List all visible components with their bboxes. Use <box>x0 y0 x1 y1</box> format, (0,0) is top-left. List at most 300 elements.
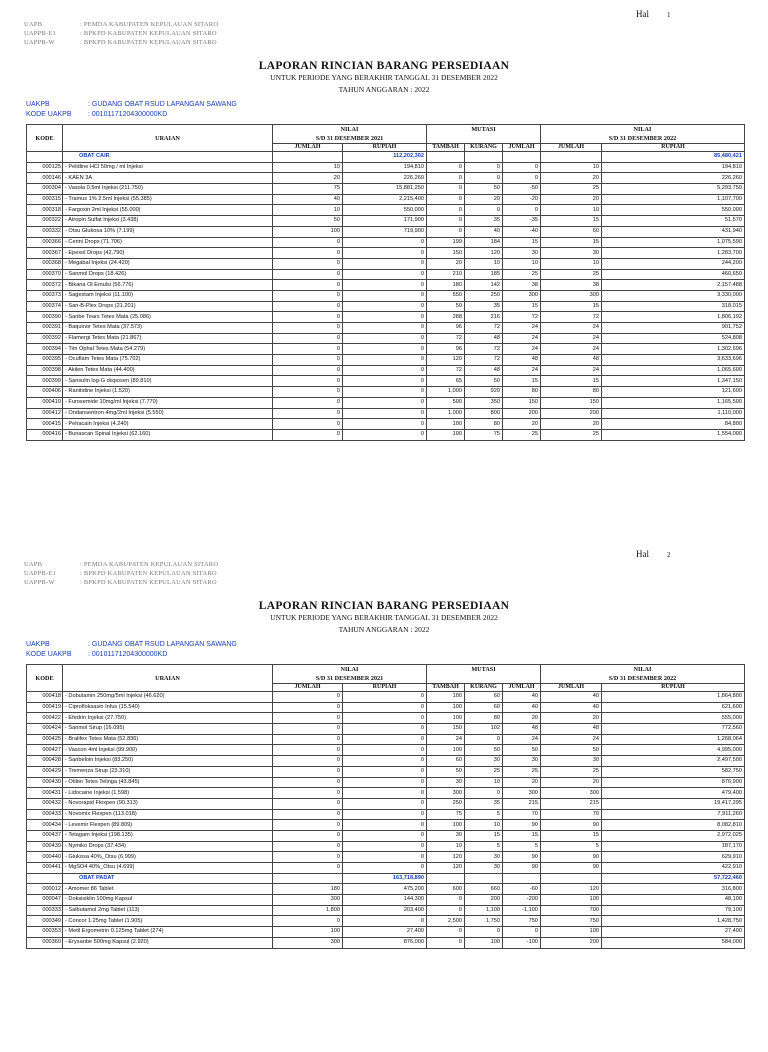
cell-kurang: 40 <box>465 226 503 237</box>
cell-jumlah-mutasi: 25 <box>503 766 541 777</box>
header-tambah: TAMBAH <box>427 144 465 152</box>
cell-kurang: 120 <box>465 248 503 259</box>
cell-rupiah-2022: 1,283,700 <box>602 248 745 259</box>
cell-jumlah-2021: 0 <box>273 258 343 269</box>
cell-jumlah-2021: 300 <box>273 895 343 906</box>
cell-jumlah-mutasi: -50 <box>503 184 541 195</box>
table-row <box>27 173 745 184</box>
report-year: TAHUN ANGGARAN : 2022 <box>338 85 430 94</box>
org-line <box>24 578 218 587</box>
cell-uraian: - Otsu Glukosa 10% (7.199) <box>63 226 273 237</box>
header-nilai-2021 <box>273 665 427 684</box>
header-jumlah-2022: JUMLAH <box>541 684 602 692</box>
cell-jumlah-2022: 300 <box>541 788 602 799</box>
org-label: UAPPB-E1 <box>24 30 56 37</box>
cell-tambah: 10 <box>427 841 465 852</box>
cell-kurang: 80 <box>465 419 503 430</box>
cell-jumlah-2021: 0 <box>273 756 343 767</box>
table-row <box>27 429 745 440</box>
cell-uraian: - KAEN 3A <box>63 173 273 184</box>
cell-rupiah-2021: 876,000 <box>343 937 427 948</box>
table-row <box>27 724 745 735</box>
table-row <box>27 937 745 948</box>
header-jumlah-2022: JUMLAH <box>541 144 602 152</box>
cell-rupiah-2022: 2,497,500 <box>602 756 745 767</box>
cell-jumlah-2021: 180 <box>273 884 343 895</box>
cell-jumlah-mutasi: -1,100 <box>503 905 541 916</box>
header-kurang: KURANG <box>465 684 503 692</box>
cell-jumlah-mutasi: 150 <box>503 397 541 408</box>
cell-tambah: 50 <box>427 301 465 312</box>
table-row <box>27 820 745 831</box>
cell-tambah: 75 <box>427 809 465 820</box>
cell-kode: 000366 <box>27 237 63 248</box>
cell-jumlah-mutasi: 24 <box>503 344 541 355</box>
cell-uraian: - Tramus 1% 2.5ml Injeksi (55.385) <box>63 194 273 205</box>
cell-rupiah-2022: 1,302,696 <box>602 344 745 355</box>
cell-tambah: 60 <box>427 756 465 767</box>
cell-rupiah-2022: 1,165,500 <box>602 397 745 408</box>
header-jumlah-2021: JUMLAH <box>273 684 343 692</box>
table-row <box>27 323 745 334</box>
cell-rupiah-2022: 244,200 <box>602 258 745 269</box>
header-tambah: TAMBAH <box>427 684 465 692</box>
cell-jumlah-mutasi: 0 <box>503 205 541 216</box>
cell-rupiah-2021: 194,810 <box>343 162 427 173</box>
cell-uraian: - Furosemide 10mg/ml Injeksi (7.770) <box>63 397 273 408</box>
cell-jumlah-2022: 200 <box>541 937 602 948</box>
cell-rupiah-2021: 719,900 <box>343 226 427 237</box>
cell-rupiah-2022: 194,810 <box>602 162 745 173</box>
cell-uraian: - Sanmol Sirup (16.095) <box>63 724 273 735</box>
cell-jumlah-2021: 0 <box>273 852 343 863</box>
cell-jumlah-mutasi: -100 <box>503 937 541 948</box>
cell-jumlah-mutasi: -40 <box>503 226 541 237</box>
cell-uraian: - Sanbeloin Injeksi (83.250) <box>63 756 273 767</box>
cell-jumlah-mutasi: 215 <box>503 798 541 809</box>
cell-jumlah-2021: 0 <box>273 376 343 387</box>
cell-tambah: 0 <box>427 205 465 216</box>
cell-rupiah-2021: 0 <box>343 713 427 724</box>
cell-rupiah-2022: 1,428,750 <box>602 916 745 927</box>
cell-jumlah-2021: 0 <box>273 312 343 323</box>
table-row <box>27 734 745 745</box>
cell-tambah: 30 <box>427 830 465 841</box>
org-label: UAPPB-W <box>24 39 55 46</box>
cell-jumlah-mutasi: 24 <box>503 734 541 745</box>
cell-rupiah-2021: 0 <box>343 820 427 831</box>
table-row <box>27 713 745 724</box>
cell-jumlah-2022: 24 <box>541 365 602 376</box>
header-nilai-2022-label: NILAI <box>633 666 652 673</box>
header-kurang: KURANG <box>465 144 503 152</box>
table-row <box>27 365 745 376</box>
cell-kode <box>27 873 63 884</box>
cell-jumlah-2022: 750 <box>541 916 602 927</box>
cell-jumlah-mutasi: 750 <box>503 916 541 927</box>
cell-uraian: - Bralifex Tetes Mata (52.836) <box>63 734 273 745</box>
cell-jumlah-2022: 48 <box>541 724 602 735</box>
cell-kode: 000374 <box>27 301 63 312</box>
cell-jumlah-2021: 20 <box>273 173 343 184</box>
cell-tambah: 210 <box>427 269 465 280</box>
cell-kurang: 5 <box>465 809 503 820</box>
header-rupiah-2022: RUPIAH <box>602 144 745 152</box>
report-subtitle: UNTUK PERIODE YANG BERAKHIR TANGGAL 31 DESEMBER 2022 <box>270 613 498 622</box>
cell-uraian: - Lidocaine Injeksi (1.598) <box>63 788 273 799</box>
cell-rupiah-2022: 51,570 <box>602 216 745 227</box>
cell-tambah: 24 <box>427 734 465 745</box>
cell-kurang: 48 <box>465 365 503 376</box>
cell-rupiah-2021: 0 <box>343 798 427 809</box>
cell-uraian: - Dobutamin 250mg/5ml Injeksi (46.620) <box>63 692 273 703</box>
cell-jumlah-mutasi: 40 <box>503 692 541 703</box>
cell-jumlah-mutasi <box>503 873 541 884</box>
cell-jumlah-mutasi: -35 <box>503 216 541 227</box>
cell-jumlah-mutasi: 5 <box>503 841 541 852</box>
cell-kode: 000392 <box>27 333 63 344</box>
cell-rupiah-2022: 27,400 <box>602 927 745 938</box>
table-row <box>27 280 745 291</box>
cell-jumlah-mutasi: 38 <box>503 280 541 291</box>
cell-tambah: 100 <box>427 429 465 440</box>
header-uraian: URAIAN <box>63 665 273 692</box>
cell-tambah: 0 <box>427 162 465 173</box>
cell-jumlah-2022: 24 <box>541 323 602 334</box>
org-value: : BPKPD KABUPATEN KEPULAUAN SITARO <box>80 39 217 46</box>
cell-jumlah-2021: 0 <box>273 344 343 355</box>
cell-kode: 000360 <box>27 937 63 948</box>
cell-jumlah-2022: 90 <box>541 820 602 831</box>
cell-jumlah-2021: 0 <box>273 408 343 419</box>
org-label: UAPPB-E1 <box>24 570 56 577</box>
cell-tambah: 150 <box>427 248 465 259</box>
cell-kurang: 100 <box>465 937 503 948</box>
cell-jumlah-2021: 0 <box>273 777 343 788</box>
cell-jumlah-mutasi: 300 <box>503 788 541 799</box>
cell-rupiah-2022: 1,806,192 <box>602 312 745 323</box>
cell-tambah: 96 <box>427 344 465 355</box>
cell-rupiah-2022: 48,100 <box>602 895 745 906</box>
cell-rupiah-2021: 0 <box>343 376 427 387</box>
cell-rupiah-2021: 0 <box>343 397 427 408</box>
cell-jumlah-2022: 80 <box>541 387 602 398</box>
cell-rupiah-2021: 0 <box>343 280 427 291</box>
cell-kurang: 60 <box>465 702 503 713</box>
cell-kurang: 1,100 <box>465 905 503 916</box>
cell-kode: 000304 <box>27 184 63 195</box>
cell-rupiah-2022: 555,000 <box>602 713 745 724</box>
cell-kurang: 250 <box>465 290 503 301</box>
cell-jumlah-2021: 10 <box>273 162 343 173</box>
cell-kode: 000422 <box>27 713 63 724</box>
cell-rupiah-2021: 0 <box>343 724 427 735</box>
cell-kode: 000434 <box>27 820 63 831</box>
cell-tambah: 180 <box>427 280 465 291</box>
report-subtitle: UNTUK PERIODE YANG BERAKHIR TANGGAL 31 DESEMBER 2022 <box>270 73 498 82</box>
cell-jumlah-2022 <box>541 873 602 884</box>
cell-tambah: 100 <box>427 702 465 713</box>
cell-tambah: 100 <box>427 745 465 756</box>
cell-jumlah-2021: 10 <box>273 205 343 216</box>
table-row <box>27 258 745 269</box>
cell-jumlah-mutasi: 90 <box>503 863 541 874</box>
cell-uraian: - Levemir Flexpen (89.809) <box>63 820 273 831</box>
report-title: LAPORAN RINCIAN BARANG PERSEDIAAN <box>258 600 510 612</box>
cell-rupiah-2022: 3,633,696 <box>602 355 745 366</box>
cell-tambah: 0 <box>427 937 465 948</box>
cell-kurang: 185 <box>465 269 503 280</box>
header-nilai-2022-date: S/D 31 DESEMBER 2022 <box>608 135 677 142</box>
cell-kode: 000390 <box>27 312 63 323</box>
cell-kode: 000431 <box>27 788 63 799</box>
cell-jumlah-2022: 40 <box>541 692 602 703</box>
page-number <box>636 549 671 559</box>
cell-tambah: 100 <box>427 713 465 724</box>
table-row <box>27 777 745 788</box>
cell-jumlah-mutasi: 80 <box>503 387 541 398</box>
cell-rupiah-2021: 0 <box>343 248 427 259</box>
cell-uraian: - Nymiko Drops (37.434) <box>63 841 273 852</box>
cell-tambah: 72 <box>427 333 465 344</box>
cell-tambah: 250 <box>427 798 465 809</box>
cell-uraian: - Fargoxin 2ml Injeksi (55.000) <box>63 205 273 216</box>
cell-uraian: - Doksisiklin 100mg Kapsul <box>63 895 273 906</box>
cell-jumlah-mutasi: 48 <box>503 724 541 735</box>
cell-kode: 000412 <box>27 408 63 419</box>
cell-kurang: 1,750 <box>465 916 503 927</box>
cell-jumlah-mutasi: -20 <box>503 194 541 205</box>
cell-jumlah-2021 <box>273 873 343 884</box>
cell-jumlah-2021: 0 <box>273 713 343 724</box>
cell-uraian: - Megabal Injeksi (24.420) <box>63 258 273 269</box>
table-row <box>27 745 745 756</box>
uakpb-label: UAKPB <box>26 641 50 648</box>
cell-rupiah-2022: 629,910 <box>602 852 745 863</box>
cell-jumlah-2021: 0 <box>273 365 343 376</box>
cell-jumlah-2021: 0 <box>273 355 343 366</box>
table-row <box>27 756 745 767</box>
cell-rupiah-2022: 772,560 <box>602 724 745 735</box>
cell-rupiah-2021: 0 <box>343 237 427 248</box>
table-row <box>27 376 745 387</box>
cell-rupiah-2022: 84,800 <box>602 419 745 430</box>
cell-rupiah-2022: 318,015 <box>602 301 745 312</box>
report-title-block <box>0 600 768 634</box>
cell-tambah: 100 <box>427 419 465 430</box>
cell-rupiah-2021: 0 <box>343 830 427 841</box>
cell-kode: 000391 <box>27 323 63 334</box>
cell-kode: 000432 <box>27 798 63 809</box>
cell-rupiah-2022: 550,000 <box>602 205 745 216</box>
cell-jumlah-2021: 0 <box>273 830 343 841</box>
cell-jumlah-2021: 0 <box>273 323 343 334</box>
cell-rupiah-2021: 0 <box>343 269 427 280</box>
report-year: TAHUN ANGGARAN : 2022 <box>338 625 430 634</box>
cell-rupiah-2022: 316,800 <box>602 884 745 895</box>
table-row <box>27 216 745 227</box>
cell-kode: 000418 <box>27 692 63 703</box>
cell-kurang: 72 <box>465 344 503 355</box>
cell-rupiah-2021: 0 <box>343 387 427 398</box>
org-line <box>24 20 218 29</box>
cell-jumlah-2022: 215 <box>541 798 602 809</box>
cell-rupiah-2022: 2,972,025 <box>602 830 745 841</box>
org-value: : BPKPD KABUPATEN KEPULAUAN SITARO <box>80 30 217 37</box>
cell-kurang: 60 <box>465 692 503 703</box>
table-row <box>27 809 745 820</box>
kode-uakpb-line <box>26 110 237 120</box>
cell-jumlah-2022: 10 <box>541 205 602 216</box>
header-nilai-2021-date: S/D 31 DESEMBER 2021 <box>315 135 384 142</box>
cell-kode: 000367 <box>27 248 63 259</box>
cell-jumlah-mutasi: 90 <box>503 820 541 831</box>
cell-jumlah-2021: 0 <box>273 809 343 820</box>
cell-kode: 000430 <box>27 777 63 788</box>
cell-kode: 000394 <box>27 344 63 355</box>
cell-rupiah-2022: 2,157,488 <box>602 280 745 291</box>
cell-jumlah-2021: 0 <box>273 788 343 799</box>
cell-tambah <box>427 152 465 163</box>
cell-jumlah-mutasi: 90 <box>503 852 541 863</box>
header-mutasi: MUTASI <box>427 665 541 684</box>
cell-kurang: 50 <box>465 184 503 195</box>
cell-jumlah-mutasi: 50 <box>503 745 541 756</box>
cell-tambah: 0 <box>427 905 465 916</box>
cell-rupiah-2021: 0 <box>343 788 427 799</box>
cell-jumlah-2022: 90 <box>541 863 602 874</box>
table-row <box>27 916 745 927</box>
cell-jumlah-2022: 70 <box>541 809 602 820</box>
cell-tambah: 2,500 <box>427 916 465 927</box>
header-kode: KODE <box>27 665 63 692</box>
cell-rupiah-2022: 3,330,000 <box>602 290 745 301</box>
cell-kode: 000428 <box>27 756 63 767</box>
cell-kurang: 0 <box>465 173 503 184</box>
cell-jumlah-2021: 100 <box>273 927 343 938</box>
cell-kurang: 75 <box>465 429 503 440</box>
cell-jumlah-mutasi: 0 <box>503 162 541 173</box>
table-row <box>27 312 745 323</box>
cell-jumlah-2022: 24 <box>541 344 602 355</box>
cell-uraian: - Epexol Drops (42.790) <box>63 248 273 259</box>
table-row <box>27 237 745 248</box>
cell-jumlah-2022: 60 <box>541 226 602 237</box>
cell-tambah: 65 <box>427 376 465 387</box>
table-row <box>27 290 745 301</box>
cell-jumlah-2022: 48 <box>541 355 602 366</box>
cell-jumlah-2022: 15 <box>541 237 602 248</box>
cell-rupiah-2022: 1,107,700 <box>602 194 745 205</box>
table-row <box>27 798 745 809</box>
cell-jumlah-2022: 100 <box>541 895 602 906</box>
cell-rupiah-2022: 1,347,150 <box>602 376 745 387</box>
cell-uraian: - Vascon 4ml Injeksi (99.900) <box>63 745 273 756</box>
cell-jumlah-2021: 0 <box>273 333 343 344</box>
table-row <box>27 301 745 312</box>
cell-jumlah-2021: 0 <box>273 692 343 703</box>
cell-jumlah-2021: 1,800 <box>273 905 343 916</box>
header-jumlah-mutasi: JUMLAH <box>503 684 541 692</box>
page-number <box>636 9 671 19</box>
cell-jumlah-2022: 200 <box>541 408 602 419</box>
page-number-value: 2 <box>667 551 671 559</box>
table-row <box>27 162 745 173</box>
cell-jumlah-mutasi: 40 <box>503 702 541 713</box>
cell-uraian: - Sansulin log-G disposen (89.810) <box>63 376 273 387</box>
cell-kurang: 0 <box>465 162 503 173</box>
cell-kode: 000012 <box>27 884 63 895</box>
org-line <box>24 38 218 47</box>
cell-kurang: 0 <box>465 788 503 799</box>
cell-uraian: - Baquinor Tetes Mata (37.573) <box>63 323 273 334</box>
cell-jumlah-mutasi <box>503 152 541 163</box>
cell-jumlah-mutasi: 200 <box>503 408 541 419</box>
cell-rupiah-2021: 27,400 <box>343 927 427 938</box>
cell-kurang: 25 <box>465 766 503 777</box>
cell-uraian: - Ondansentron 4mg/2ml Injeksi (5.550) <box>63 408 273 419</box>
cell-kurang: 800 <box>465 408 503 419</box>
table-row <box>27 841 745 852</box>
cell-kode: 000315 <box>27 194 63 205</box>
cell-kurang: 35 <box>465 216 503 227</box>
cell-tambah: 500 <box>427 397 465 408</box>
cell-jumlah-mutasi: 0 <box>503 173 541 184</box>
cell-kode: 000439 <box>27 841 63 852</box>
cell-rupiah-2021: 0 <box>343 702 427 713</box>
cell-rupiah-2021: 0 <box>343 355 427 366</box>
cell-kode: 000146 <box>27 173 63 184</box>
cell-rupiah-2021: 226,260 <box>343 173 427 184</box>
category-row <box>27 873 745 884</box>
cell-jumlah-2021: 0 <box>273 248 343 259</box>
cell-uraian: - Novorapid Flexpen (90.313) <box>63 798 273 809</box>
cell-rupiah-2021: 0 <box>343 756 427 767</box>
cell-tambah: 120 <box>427 863 465 874</box>
cell-rupiah-2021: 2,215,400 <box>343 194 427 205</box>
page-number-value: 1 <box>667 11 671 19</box>
cell-jumlah-2021: 0 <box>273 798 343 809</box>
cell-kode: 000429 <box>27 766 63 777</box>
kode-uakpb-value: : 00101171204300000KD <box>88 651 168 658</box>
cell-jumlah-2022: 700 <box>541 905 602 916</box>
cell-rupiah-2021: 0 <box>343 841 427 852</box>
cell-uraian: - Flamergi Tetes Mata (21.867) <box>63 333 273 344</box>
cell-jumlah-2021: 0 <box>273 397 343 408</box>
header-mutasi: MUTASI <box>427 125 541 144</box>
cell-jumlah-2021: 0 <box>273 841 343 852</box>
cell-jumlah-2022 <box>541 152 602 163</box>
cell-kurang: 0 <box>465 734 503 745</box>
cell-jumlah-2022: 5 <box>541 841 602 852</box>
cell-jumlah-2021: 0 <box>273 916 343 927</box>
cell-rupiah-2022: 1,268,064 <box>602 734 745 745</box>
table-row <box>27 788 745 799</box>
inventory-table <box>26 124 745 441</box>
org-label: UAPPB-W <box>24 579 55 586</box>
cell-rupiah-2021: 15,881,250 <box>343 184 427 195</box>
table-row <box>27 205 745 216</box>
cell-jumlah-2022: 90 <box>541 852 602 863</box>
cell-rupiah-2022: 621,600 <box>602 702 745 713</box>
cell-kurang: 50 <box>465 376 503 387</box>
cell-kode: 000125 <box>27 162 63 173</box>
cell-rupiah-2021: 171,900 <box>343 216 427 227</box>
uakpb-label: UAKPB <box>26 101 50 108</box>
cell-rupiah-2021: 0 <box>343 312 427 323</box>
cell-tambah: 300 <box>427 788 465 799</box>
table-row <box>27 419 745 430</box>
